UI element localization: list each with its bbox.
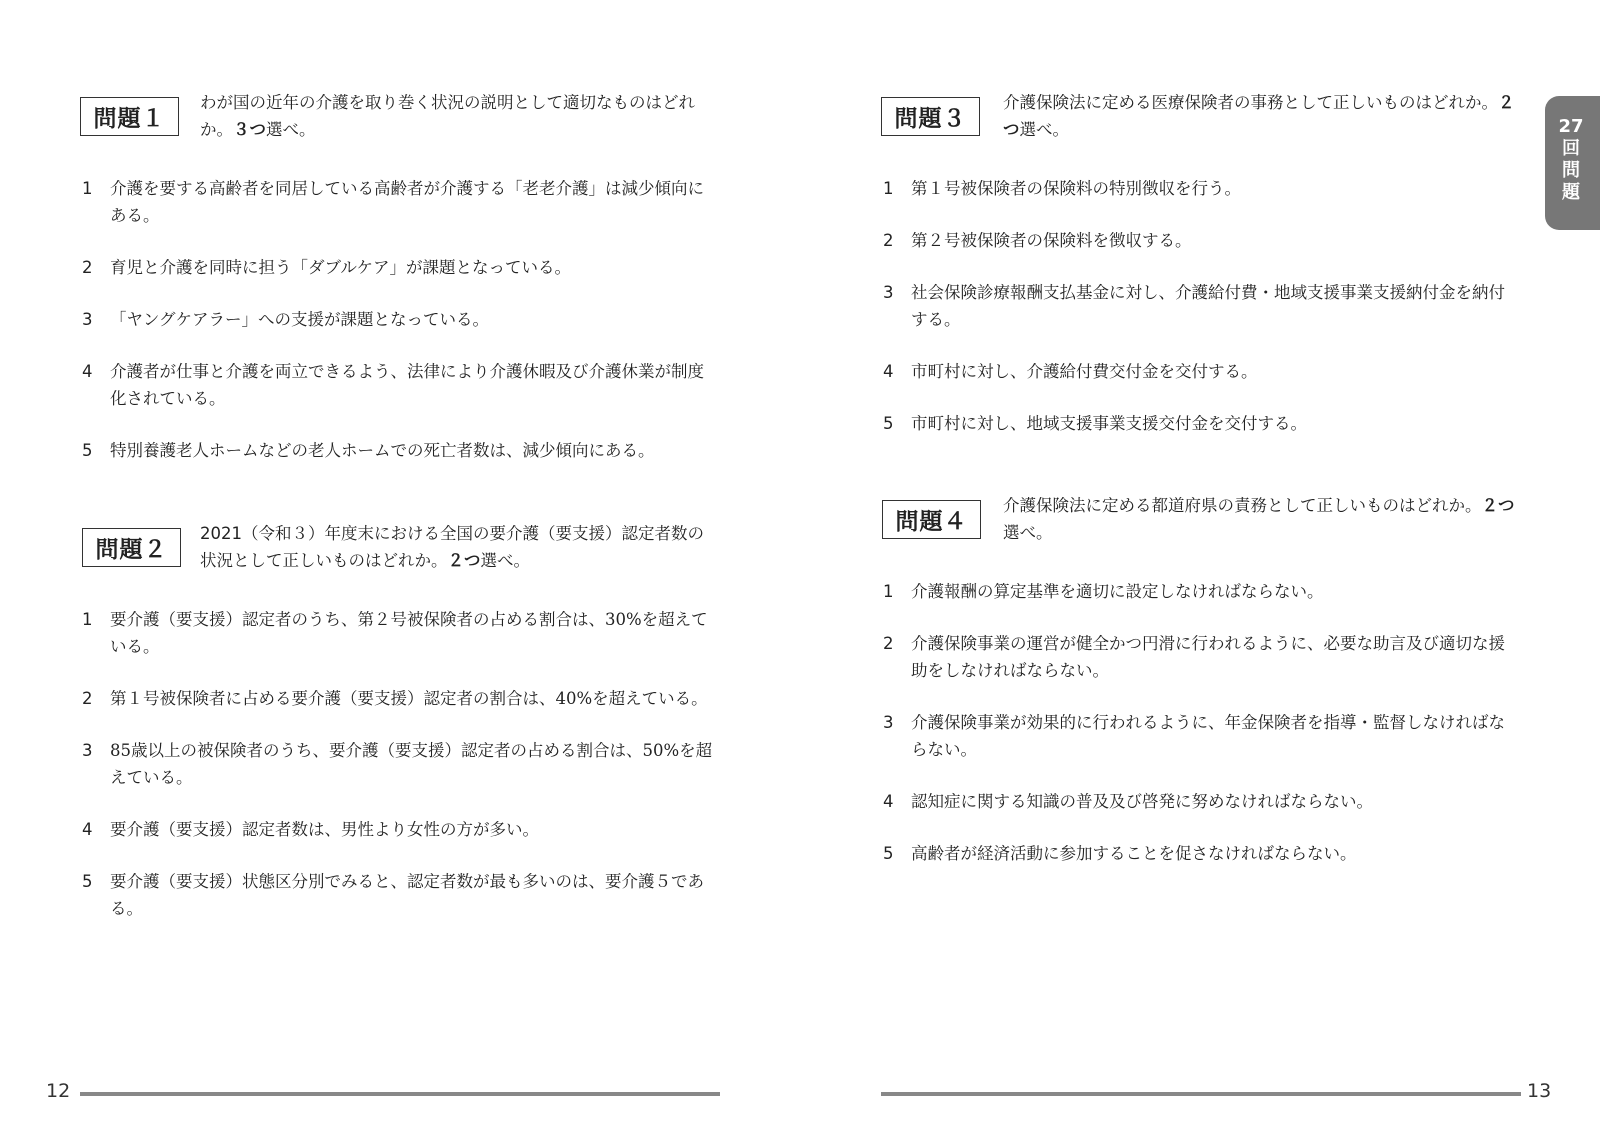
option-text: 第２号被保険者の保険料を徴収する。 [911, 231, 1192, 250]
option-number: 1 [883, 582, 894, 601]
answer-count: ３つ [233, 120, 266, 139]
option-item [80, 358, 720, 412]
right-page [800, 0, 1600, 1132]
option-number: 3 [883, 283, 894, 302]
option-text: 認知症に関する知識の普及及び啓発に努めなければならない。 [911, 792, 1373, 811]
option-item [80, 175, 720, 229]
option-item [881, 840, 1521, 867]
option-number: 2 [883, 634, 894, 653]
page-number: 12 [46, 1080, 71, 1102]
option-number: 4 [883, 792, 894, 811]
option-list [80, 175, 720, 489]
option-text: 介護報酬の算定基準を適切に設定しなければならない。 [911, 582, 1324, 601]
option-item [80, 737, 720, 791]
answer-count: ２つ [1481, 496, 1515, 515]
section-tab-text: 回 [1562, 138, 1580, 159]
option-item [80, 254, 720, 281]
option-number: 3 [883, 713, 894, 732]
option-item [881, 578, 1521, 605]
option-number: 5 [883, 414, 894, 433]
option-number: 4 [82, 362, 93, 381]
option-list [80, 606, 720, 947]
option-number: 4 [82, 820, 93, 839]
question-stem: 2021（令和３）年度末における全国の要介護（要支援）認定者数の状況として正しいものはどれか。２つ選べ。 [200, 524, 704, 570]
section-tab-text: 題 [1562, 182, 1580, 203]
option-item [80, 868, 720, 922]
question-stem: わが国の近年の介護を取り巻く状況の説明として適切なものはどれか。３つ選べ。 [200, 93, 695, 139]
option-item [881, 410, 1521, 437]
question-stem: 介護保険法に定める都道府県の責務として正しいものはどれか。２つ選べ。 [1003, 496, 1515, 542]
option-item [80, 437, 720, 464]
page-number: 13 [1527, 1080, 1552, 1102]
option-number: 3 [82, 310, 93, 329]
option-item [80, 685, 720, 712]
option-text: 介護保険事業が効果的に行われるように、年金保険者を指導・監督しなければならない。 [911, 713, 1505, 759]
footer-rule [881, 1092, 1521, 1096]
option-item [881, 175, 1521, 202]
answer-count: ２つ [1003, 93, 1515, 139]
option-number: 1 [82, 610, 93, 629]
option-number: 1 [82, 179, 93, 198]
option-text: 特別養護老人ホームなどの老人ホームでの死亡者数は、減少傾向にある。 [110, 441, 655, 460]
question-label: 問題４ [882, 500, 981, 539]
option-text: 介護保険事業の運営が健全かつ円滑に行われるように、必要な助言及び適切な援助をしなければならない。 [911, 634, 1505, 680]
option-item [881, 358, 1521, 385]
option-text: 育児と介護を同時に担う「ダブルケア」が課題となっている。 [110, 258, 572, 277]
option-number: 4 [883, 362, 894, 381]
option-number: 5 [883, 844, 894, 863]
option-item [80, 606, 720, 660]
question-label: 問題２ [82, 528, 181, 567]
question-label: 問題３ [881, 97, 980, 136]
option-text: 要介護（要支援）認定者のうち、第２号被保険者の占める割合は、30%を超えている。 [110, 610, 708, 656]
question-label: 問題１ [80, 97, 179, 136]
option-text: 高齢者が経済活動に参加することを促さなければならない。 [911, 844, 1357, 863]
option-number: 5 [82, 441, 93, 460]
option-number: 2 [82, 689, 93, 708]
answer-count: ２つ [447, 551, 481, 570]
option-text: 「ヤングケアラー」への支援が課題となっている。 [110, 310, 490, 329]
option-item [881, 630, 1521, 684]
option-item [881, 227, 1521, 254]
option-number: 3 [82, 741, 93, 760]
option-item [80, 306, 720, 333]
option-text: 要介護（要支援）認定者数は、男性より女性の方が多い。 [110, 820, 539, 839]
section-tab [1545, 96, 1600, 230]
option-item [80, 816, 720, 843]
option-number: 1 [883, 179, 894, 198]
option-text: 介護者が仕事と介護を両立できるよう、法律により介護休暇及び介護休業が制度化されている。 [110, 362, 704, 408]
question-stem: 介護保険法に定める医療保険者の事務として正しいものはどれか。２つ選べ。 [1003, 93, 1515, 139]
option-number: 5 [82, 872, 93, 891]
section-tab-text: 27 [1558, 116, 1584, 137]
option-number: 2 [82, 258, 93, 277]
option-text: 第１号被保険者の保険料の特別徴収を行う。 [911, 179, 1241, 198]
section-tab-text: 問 [1562, 160, 1580, 181]
option-list [881, 578, 1521, 892]
option-text: 要介護（要支援）状態区分別でみると、認定者数が最も多いのは、要介護５である。 [110, 872, 704, 918]
option-list [881, 175, 1521, 462]
option-text: 介護を要する高齢者を同居している高齢者が介護する「老老介護」は減少傾向にある。 [110, 179, 704, 225]
option-text: 市町村に対し、地域支援事業支援交付金を交付する。 [911, 414, 1307, 433]
option-number: 2 [883, 231, 894, 250]
option-item [881, 709, 1521, 763]
option-text: 85歳以上の被保険者のうち、要介護（要支援）認定者の占める割合は、50%を超えている。 [110, 741, 713, 787]
option-text: 第１号被保険者に占める要介護（要支援）認定者の割合は、40%を超えている。 [110, 689, 708, 708]
option-item [881, 788, 1521, 815]
footer-rule [80, 1092, 720, 1096]
option-item [881, 279, 1521, 333]
option-text: 社会保険診療報酬支払基金に対し、介護給付費・地域支援事業支援納付金を納付する。 [911, 283, 1505, 329]
option-text: 市町村に対し、介護給付費交付金を交付する。 [911, 362, 1258, 381]
